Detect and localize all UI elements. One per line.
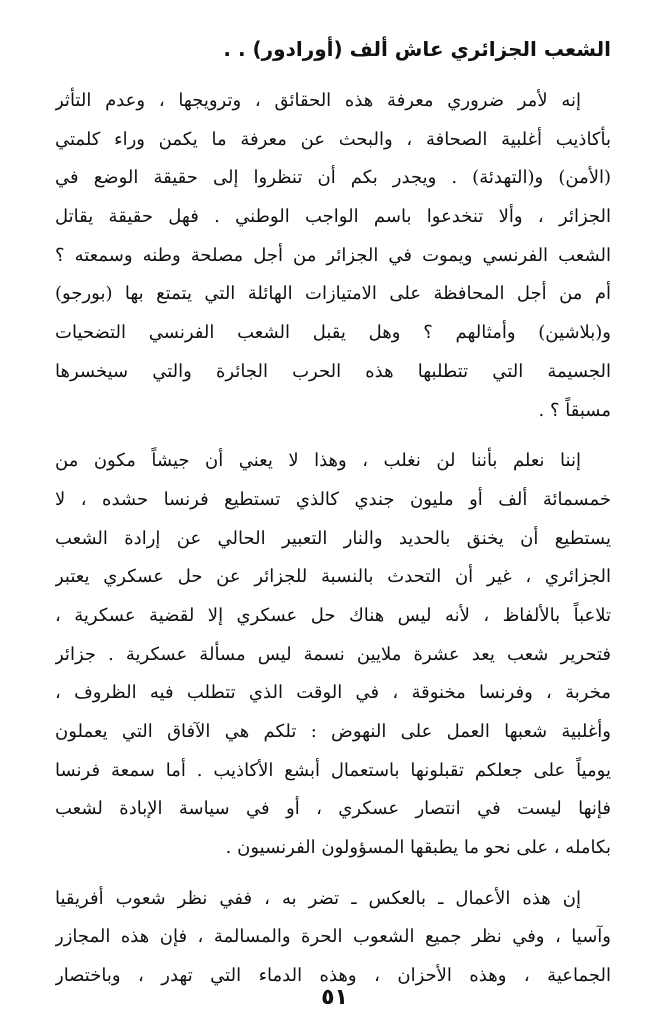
text-line: تلاعباً بالألفاظ ، لأنه ليس هناك حل عسكري إلا لقضية عسكرية ، — [55, 604, 611, 626]
text-line: إننا نعلم بأننا لن نغلب ، وهذا لا يعني أن جيشاً مكون من — [55, 450, 581, 472]
text-line: بكامله ، على نحو ما يطبقها المسؤولون الفرنسيون . — [225, 837, 611, 859]
page-heading: الشعب الجزائري عاش ألف (أورادور) . . — [223, 37, 611, 61]
paragraph — [55, 82, 611, 430]
text-line: فإنها ليست في انتصار عسكري ، أو في سياسة الإبادة لشعب — [55, 798, 611, 820]
text-line: فتحرير شعب يعد عشرة ملايين نسمة ليس مسألة عسكرية . جزائر — [55, 643, 611, 665]
text-line: الجزائري ، غير أن التحدث بالنسبة للجزائر عن حل عسكري يعتبر — [55, 566, 611, 588]
text-line: الشعب الفرنسي ويموت في الجزائر من أجل مصلحة وطنه وسمعته ؟ — [55, 244, 611, 266]
text-line: الجماعية ، وهذه الأحزان ، وهذه الدماء التي تهدر ، وباختصار — [55, 965, 611, 987]
text-line: أم من أجل المحافظة على الامتيازات الهائلة التي يتمتع بها (بورجو) — [55, 283, 611, 305]
paragraph — [55, 880, 611, 996]
text-line: الجزائر ، وألا تنخدعوا باسم الواجب الوطني . فهل حقيقة يقاتل — [55, 206, 611, 228]
page-number: ٥١ — [321, 985, 348, 1010]
text-line: مسبقاً ؟ . — [538, 399, 611, 421]
text-line: إن هذه الأعمال ـ بالعكس ـ تضر به ، ففي نظر شعوب أفريقيا — [55, 887, 581, 909]
text-line: (الأمن) و(التهدئة) . ويجدر بكم أن تنظروا إلى حقيقة الوضع في — [55, 167, 611, 189]
text-line: خمسمائة ألف أو مليون جندي كالذي تستطيع فرنسا حشده ، لا — [55, 488, 611, 510]
text-line: يستطيع أن يخنق بالحديد والنار التعبير الحالي عن إرادة الشعب — [55, 527, 611, 549]
text-line: بأكاذيب أغلبية الصحافة ، والبحث عن معرفة ما يكمن وراء كلمتي — [55, 128, 611, 150]
text-line: و(بلاشين) وأمثالهم ؟ وهل يقبل الشعب الفرنسي التضحيات — [55, 322, 611, 344]
text-line: مخربة ، وفرنسا مخنوقة ، في الوقت الذي تتطلب فيه الظروف ، — [55, 682, 611, 704]
text-line: يومياً على جعلكم تقبلونها باستعمال أبشع الأكاذيب . أما سمعة فرنسا — [55, 759, 611, 781]
text-line: إنه لأمر ضروري معرفة هذه الحقائق ، وترويجها ، وعدم التأثر — [55, 90, 581, 111]
body-text — [55, 82, 611, 1008]
text-line: الجسيمة التي تتطلبها هذه الحرب الجائرة والتي سيخسرها — [55, 360, 611, 382]
text-line: وآسيا ، وفي نظر جميع الشعوب الحرة والمسالمة ، فإن هذه المجازر — [55, 926, 611, 948]
text-line: وأغلبية شعبها العمل على النهوض : تلكم هي الآفاق التي يعملون — [55, 721, 611, 742]
paragraph — [55, 442, 611, 868]
